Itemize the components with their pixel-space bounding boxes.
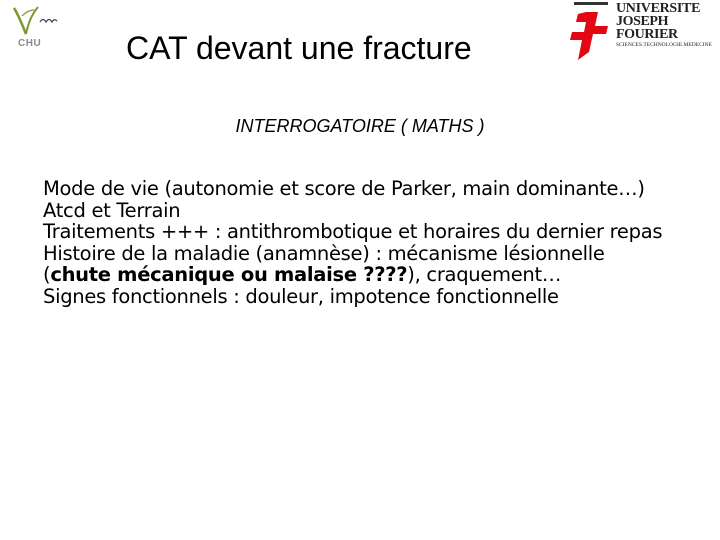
list-item-prefix: ( — [43, 263, 51, 286]
ujf-line2: JOSEPH FOURIER — [616, 14, 678, 42]
chu-logo-text: CHU — [18, 38, 42, 49]
page-title: CAT devant une fracture — [126, 30, 472, 66]
ujf-logo — [564, 0, 714, 64]
chu-logo-icon — [8, 4, 62, 40]
ujf-line1: UNIVERSITE — [616, 1, 701, 16]
list-item: Histoire de la maladie (anamnèse) : mécanisme lésionnelle — [43, 241, 605, 265]
list-item: Atcd et Terrain — [43, 198, 181, 222]
list-item-suffix: ), craquement… — [407, 263, 562, 286]
list-item: Signes fonctionnels : douleur, impotence fonctionnelle — [43, 284, 559, 308]
list-item: Mode de vie (autonomie et score de Parker, main dominante…) — [43, 177, 645, 200]
list-item — [43, 264, 683, 286]
list-item: Traitements +++ : antithrombotique et horaires du dernier repas — [43, 220, 663, 243]
interrogatoire-list — [43, 178, 683, 307]
list-item-emphasis: chute mécanique ou malaise ???? — [50, 263, 408, 286]
chu-logo — [8, 4, 62, 60]
universite-joseph-fourier-logo-icon — [564, 0, 618, 64]
ujf-logo-text — [616, 2, 714, 49]
section-subtitle: INTERROGATOIRE ( MATHS ) — [235, 116, 485, 136]
ujf-line3: SCIENCES.TECHNOLOGIE.MEDECINE — [616, 42, 712, 48]
